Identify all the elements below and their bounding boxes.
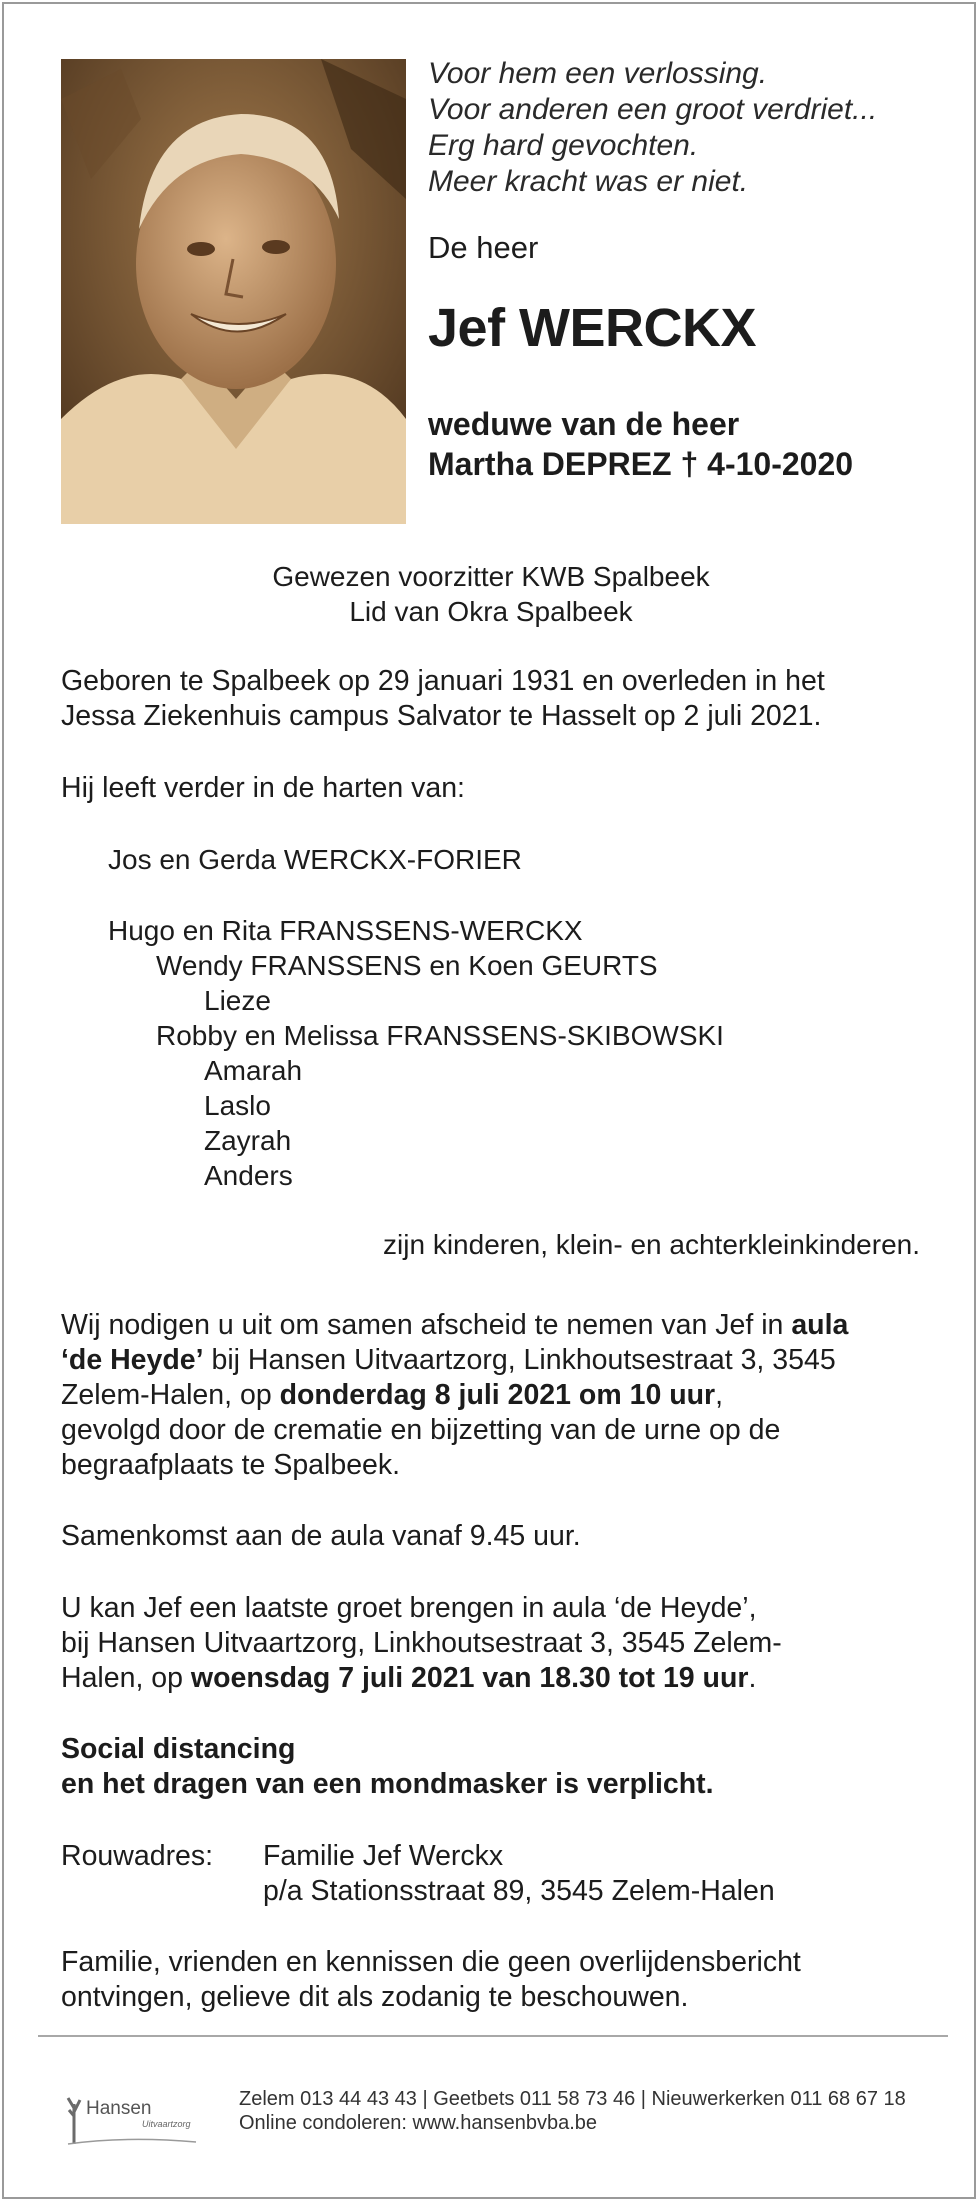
text: Halen, op <box>61 1662 191 1694</box>
footer-condolence: Online condoleren: www.hansenbvba.be <box>239 2112 598 2134</box>
paragraph-line: gevolgd door de crematie en bijzetting van de urne op de <box>61 1414 781 1446</box>
closing-paragraph <box>61 1945 941 2015</box>
text: . <box>748 1662 757 1694</box>
text: Zelem-Halen, op <box>61 1379 280 1411</box>
family-member: Zayrah <box>204 1125 292 1156</box>
paragraph-line <box>61 1343 941 1378</box>
family-member: Lieze <box>204 985 271 1016</box>
bold-text: ‘de Heyde’ <box>61 1344 204 1376</box>
text: Wij nodigen u uit om samen afscheid te nemen van Jef in <box>61 1309 792 1341</box>
notice-line: Social distancing <box>61 1733 296 1765</box>
family-member: Wendy FRANSSENS en Koen GEURTS <box>156 950 658 981</box>
poem-line: Erg hard gevochten. <box>428 129 699 162</box>
hearts-intro: Hij leeft verder in de harten van: <box>61 772 465 804</box>
text: bij Hansen Uitvaartzorg, Linkhoutsestraat 3, 3545 <box>203 1344 836 1376</box>
salutation: De heer <box>428 230 539 265</box>
relation-summary: zijn kinderen, klein- en achterkleinkinderen. <box>383 1229 920 1260</box>
family-member: Jos en Gerda WERCKX-FORIER <box>108 844 522 875</box>
paragraph-line: Geboren te Spalbeek op 29 januari 1931 en overleden in het <box>61 665 825 697</box>
family-member: Anders <box>204 1160 293 1191</box>
spouse-line: Martha DEPREZ † 4-10-2020 <box>428 446 854 482</box>
widow-line: weduwe van de heer <box>428 406 740 442</box>
paragraph-line <box>61 1308 941 1343</box>
footer-phones: Zelem 013 44 43 43 | Geetbets 011 58 73 46 | Nieuwerkerken 011 68 67 18 <box>239 2088 906 2110</box>
poem-line: Voor anderen een groot verdriet... <box>428 93 878 126</box>
notice-line: en het dragen van een mondmasker is verplicht. <box>61 1768 714 1800</box>
footer-divider <box>38 2035 948 2037</box>
text: , <box>715 1379 724 1411</box>
paragraph-line: ontvingen, gelieve dit als zodanig te beschouwen. <box>61 1981 689 2013</box>
role-line: Lid van Okra Spalbeek <box>349 596 633 627</box>
paragraph-line <box>61 1378 941 1413</box>
widow-info <box>428 404 853 484</box>
logo-subtitle: Uitvaartzorg <box>142 2119 191 2129</box>
poem-line: Voor hem een verlossing. <box>428 57 768 90</box>
address-line: p/a Stationsstraat 89, 3545 Zelem-Halen <box>263 1875 775 1907</box>
paragraph-line: Familie, vrienden en kennissen die geen overlijdensbericht <box>61 1946 801 1978</box>
paragraph-line: Jessa Ziekenhuis campus Salvator te Hasselt op 2 juli 2021. <box>61 700 822 732</box>
obituary-card <box>2 2 976 2199</box>
family-member: Amarah <box>204 1055 303 1086</box>
portrait-image <box>61 59 406 524</box>
paragraph-line <box>61 1661 941 1696</box>
funeral-invitation <box>61 1308 941 1483</box>
poem <box>428 56 877 200</box>
footer-contact <box>239 2087 906 2135</box>
family-member: Laslo <box>204 1090 271 1121</box>
paragraph-line: U kan Jef een laatste groet brengen in aula ‘de Heyde’, <box>61 1592 757 1624</box>
family-member: Hugo en Rita FRANSSENS-WERCKX <box>108 915 583 946</box>
bold-text: aula <box>791 1309 849 1341</box>
paragraph-line: begraafplaats te Spalbeek. <box>61 1449 401 1481</box>
birth-death-paragraph <box>61 664 941 734</box>
gathering-info: Samenkomst aan de aula vanaf 9.45 uur. <box>61 1520 581 1552</box>
deceased-name: Jef WERCKX <box>428 298 757 358</box>
poem-line: Meer kracht was er niet. <box>428 165 749 198</box>
family-member: Robby en Melissa FRANSSENS-SKIBOWSKI <box>156 1020 724 1051</box>
paragraph-line: bij Hansen Uitvaartzorg, Linkhoutsestraat 3, 3545 Zelem- <box>61 1627 782 1659</box>
bold-text: woensdag 7 juli 2021 van 18.30 tot 19 uur <box>190 1662 749 1694</box>
portrait-photo <box>61 59 406 524</box>
address-line: Familie Jef Werckx <box>263 1840 504 1872</box>
hansen-logo <box>66 2086 206 2146</box>
visitation-info <box>61 1591 941 1696</box>
role-line: Gewezen voorzitter KWB Spalbeek <box>272 561 710 592</box>
logo-brand: Hansen <box>86 2098 152 2119</box>
bold-text: donderdag 8 juli 2021 om 10 uur <box>279 1379 716 1411</box>
address-label: Rouwadres: <box>61 1840 214 1872</box>
roles <box>4 559 978 629</box>
covid-notice <box>61 1732 941 1802</box>
